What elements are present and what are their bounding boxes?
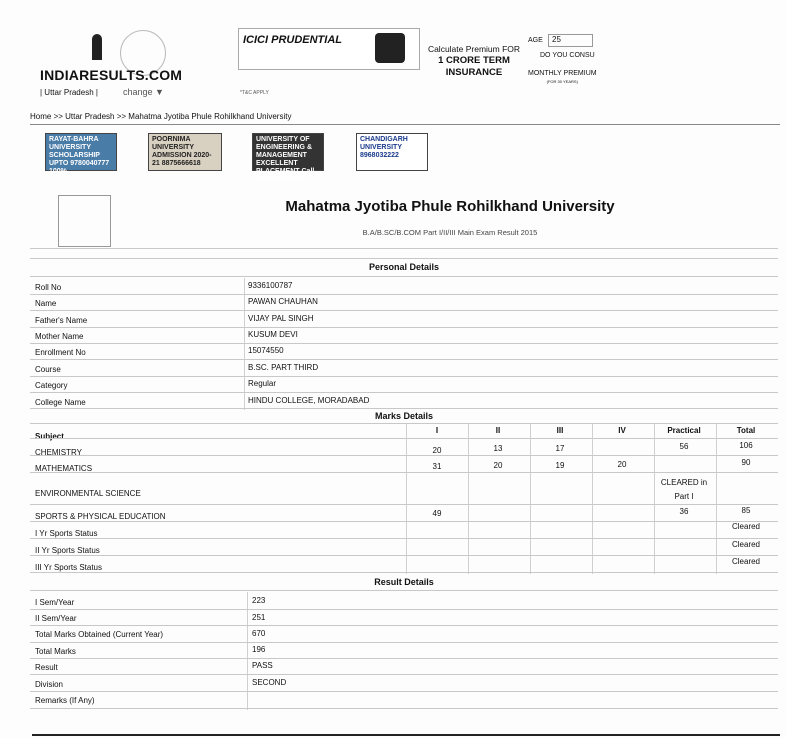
col-total-header: Total	[736, 426, 756, 435]
divider	[30, 408, 778, 409]
divider	[30, 642, 778, 643]
ad-monthly-sub: (FOR 30 YEARS)	[546, 79, 578, 84]
divider	[30, 625, 778, 626]
ad-monthly-premium	[528, 70, 597, 86]
roll-no-value: 9336100787	[248, 281, 293, 290]
i-sem-label: I Sem/Year	[35, 598, 75, 607]
divider	[30, 423, 778, 424]
college-value: HINDU COLLEGE, MORADABAD	[248, 396, 370, 405]
mother-name-value: KUSUM DEVI	[248, 330, 298, 339]
col-III-header: III	[556, 426, 564, 435]
divider	[30, 590, 778, 591]
col-I-header: I	[435, 426, 439, 435]
practical-cell: 36	[679, 507, 689, 516]
division-value: SECOND	[252, 678, 287, 687]
exam-subtitle: B.A/B.SC/B.COM Part I/II/III Main Exam Result 2015	[362, 228, 538, 237]
enrollment-value: 15074550	[248, 346, 284, 355]
divider	[30, 472, 778, 473]
divider	[30, 538, 778, 539]
divider	[30, 359, 778, 360]
name-label: Name	[35, 299, 57, 308]
total-cell: Cleared	[731, 540, 760, 549]
mark-cell: 13	[493, 444, 503, 453]
divider	[30, 258, 778, 259]
subject-mathematics: MATHEMATICS	[35, 464, 93, 473]
father-name-label: Father's Name	[35, 316, 88, 325]
breadcrumb-divider	[30, 124, 780, 125]
subject-i-yr-sports: I Yr Sports Status	[35, 529, 98, 538]
mark-cell: 31	[432, 462, 442, 471]
divider	[30, 294, 778, 295]
grid-line	[592, 424, 593, 574]
divider	[30, 521, 778, 522]
divider	[30, 504, 778, 505]
result-label: Result	[35, 663, 58, 672]
total-cell: Cleared	[731, 522, 760, 531]
banner-poornima[interactable]: POORNIMA UNIVERSITY ADMISSION 2020-21 8875666618	[148, 133, 222, 171]
category-label: Category	[35, 381, 68, 390]
mother-name-label: Mother Name	[35, 332, 84, 341]
subject-sports: SPORTS & PHYSICAL EDUCATION	[35, 512, 166, 521]
ad-consume-question[interactable]: DO YOU CONSU	[540, 52, 595, 59]
total-obtained-label: Total Marks Obtained (Current Year)	[35, 630, 164, 639]
total-marks-value: 196	[252, 645, 266, 654]
divider	[30, 438, 778, 439]
category-value: Regular	[248, 379, 277, 388]
change-state-link[interactable]: change ▼	[123, 87, 164, 97]
column-divider	[244, 278, 245, 410]
subject-environmental-science: ENVIRONMENTAL SCIENCE	[35, 489, 141, 498]
personal-details-heading: Personal Details	[368, 262, 440, 272]
subject-ii-yr-sports: II Yr Sports Status	[35, 546, 100, 555]
total-cell: 90	[741, 458, 751, 467]
col-practical-header: Practical	[667, 426, 701, 435]
ad-calc-line2: 1 CRORE TERM	[438, 55, 510, 66]
ii-sem-value: 251	[252, 613, 266, 622]
total-obtained-value: 670	[252, 629, 266, 638]
university-title: Mahatma Jyotiba Phule Rohilkhand University	[285, 198, 615, 215]
result-value: PASS	[252, 661, 273, 670]
total-cell: 85	[741, 506, 751, 515]
total-cell: Cleared	[731, 557, 760, 566]
ad-monthly-label: MONTHLY PREMIUM	[528, 70, 597, 77]
practical-cell: CLEARED in Part I	[660, 478, 708, 501]
divider	[30, 658, 778, 659]
site-logo[interactable]: INDIARESULTS.COM	[40, 67, 183, 83]
logo-mark-icon	[92, 34, 102, 60]
divider	[30, 276, 778, 277]
col-II-header: II	[495, 426, 501, 435]
practical-cell: 56	[679, 442, 689, 451]
total-cell: 106	[739, 441, 753, 450]
page-bottom-rule	[32, 734, 780, 736]
col-IV-header: IV	[618, 426, 626, 435]
college-label: College Name	[35, 398, 86, 407]
ad-age-label: AGE	[528, 37, 543, 44]
divider	[30, 708, 778, 709]
course-value: B.SC. PART THIRD	[248, 363, 319, 372]
roll-no-label: Roll No	[35, 283, 62, 292]
result-details-heading: Result Details	[374, 577, 434, 587]
divider	[30, 310, 778, 311]
mark-cell: 49	[432, 509, 442, 518]
mark-cell: 19	[555, 461, 565, 470]
university-logo-placeholder	[58, 195, 111, 247]
divider	[30, 327, 778, 328]
ad-calc-text	[424, 43, 524, 79]
mark-cell: 20	[493, 461, 503, 470]
banner-uem[interactable]: UNIVERSITY OF ENGINEERING & MANAGEMENT EXCELLENT PLACEMENT Call at 9887313330	[252, 133, 324, 171]
course-label: Course	[35, 365, 61, 374]
divider	[30, 691, 778, 692]
subject-chemistry: CHEMISTRY	[35, 448, 82, 457]
mark-cell: 20	[617, 460, 627, 469]
ad-calc-line3: INSURANCE	[445, 67, 503, 78]
total-marks-label: Total Marks	[35, 647, 76, 656]
age-input[interactable]: 25	[548, 34, 593, 47]
divider	[30, 555, 778, 556]
divider	[30, 609, 778, 610]
subject-header: Subject	[35, 432, 64, 441]
ad-badge-icon	[375, 33, 405, 63]
ad-brand: ICICI PRUDENTIAL	[243, 34, 342, 46]
enrollment-label: Enrollment No	[35, 348, 86, 357]
i-sem-value: 223	[252, 596, 266, 605]
mark-cell: 20	[432, 446, 442, 455]
divider	[30, 392, 778, 393]
name-value: PAWAN CHAUHAN	[248, 297, 318, 306]
subject-iii-yr-sports: III Yr Sports Status	[35, 563, 102, 572]
mark-cell: 17	[555, 444, 565, 453]
divider	[30, 674, 778, 675]
ad-calc-line1: Calculate Premium FOR	[427, 44, 521, 54]
remarks-label: Remarks (If Any)	[35, 696, 95, 705]
ad-tac: *T&C APPLY	[240, 90, 269, 96]
banner-rayat-bahra[interactable]: RAYAT-BAHRA UNIVERSITY SCHOLARSHIP UPTO 9780040777 100%	[45, 133, 117, 171]
divider	[30, 248, 778, 249]
banner-chandigarh[interactable]: CHANDIGARH UNIVERSITY 8968032222	[356, 133, 428, 171]
divider	[30, 376, 778, 377]
breadcrumb[interactable]: Home >> Uttar Pradesh >> Mahatma Jyotiba Phule Rohilkhand University	[30, 112, 292, 121]
state-label: | Uttar Pradesh |	[40, 88, 98, 97]
ii-sem-label: II Sem/Year	[35, 614, 77, 623]
father-name-value: VIJAY PAL SINGH	[248, 314, 314, 323]
marks-details-heading: Marks Details	[374, 411, 434, 421]
divider	[30, 343, 778, 344]
divider	[30, 455, 778, 456]
division-label: Division	[35, 680, 64, 689]
divider	[30, 572, 778, 573]
